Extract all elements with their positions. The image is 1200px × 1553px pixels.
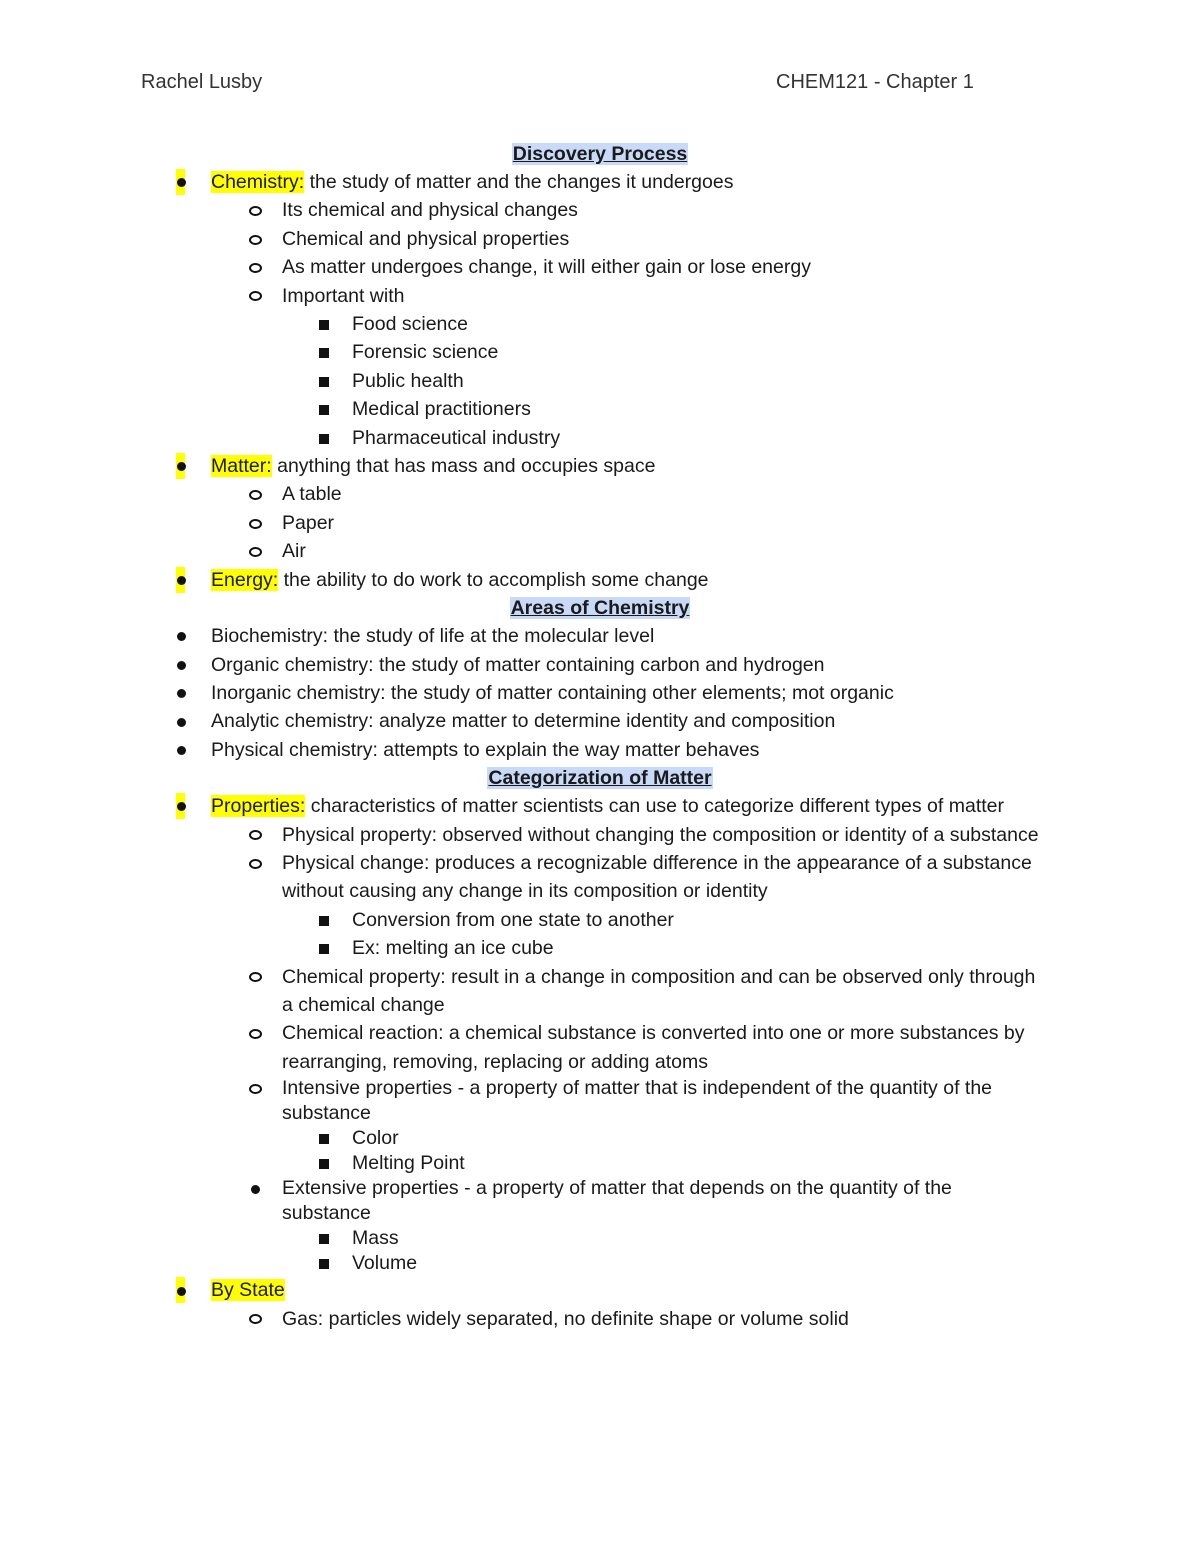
term-properties: Properties: — [211, 795, 306, 818]
list-item: Analytic chemistry: analyze matter to determine identity and composition — [0, 707, 1200, 735]
bullet-dot-icon — [177, 689, 186, 698]
list-item: Pharmaceutical industry — [0, 424, 1200, 452]
list-item-matter: Matter: anything that has mass and occupies space — [0, 452, 1200, 480]
bullet-ring-icon — [249, 490, 262, 500]
list-item: Mass — [0, 1226, 1200, 1251]
discovery-list — [0, 168, 1200, 594]
list-item: Public health — [0, 367, 1200, 395]
bullet-square-icon — [319, 1134, 329, 1144]
bullet-dot-icon — [177, 661, 186, 670]
list-item-by-state — [0, 1276, 1200, 1304]
list-item-chemistry: Chemistry: the study of matter and the changes it undergoes — [0, 168, 1200, 196]
list-item: Important with — [0, 282, 1200, 310]
bullet-ring-icon — [249, 206, 262, 216]
list-item: Gas: particles widely separated, no definite shape or volume solid — [0, 1305, 1200, 1333]
document-body — [0, 140, 1200, 1333]
list-item: Its chemical and physical changes — [0, 196, 1200, 224]
bullet-square-icon — [319, 1159, 329, 1169]
heading-discovery-process: Discovery Process — [512, 143, 688, 165]
bullet-dot-icon — [251, 1185, 260, 1194]
list-item: Physical chemistry: attempts to explain the way matter behaves — [0, 736, 1200, 764]
bullet-square-icon — [319, 320, 329, 330]
bullet-ring-icon — [249, 519, 262, 529]
list-item: Inorganic chemistry: the study of matter containing other elements; mot organic — [0, 679, 1200, 707]
list-item: Extensive properties - a property of matter that depends on the quantity of the substance — [0, 1176, 1200, 1226]
bullet-dot-icon — [177, 746, 186, 755]
list-item: Air — [0, 537, 1200, 565]
list-item: A table — [0, 480, 1200, 508]
bullet-square-icon — [319, 916, 329, 926]
list-item: Chemical property: result in a change in composition and can be observed only through a chemical change — [0, 963, 1200, 1020]
list-item: Chemical reaction: a chemical substance is converted into one or more substances by rearranging, removing, replacing or adding atoms — [0, 1019, 1200, 1076]
bullet-ring-icon — [249, 291, 262, 301]
list-item: As matter undergoes change, it will either gain or lose energy — [0, 253, 1200, 281]
header-course: CHEM121 - Chapter 1 — [776, 71, 974, 93]
bullet-dot-icon — [177, 178, 186, 187]
list-item: Organic chemistry: the study of matter containing carbon and hydrogen — [0, 651, 1200, 679]
header-author: Rachel Lusby — [141, 71, 263, 93]
list-item: Volume — [0, 1251, 1200, 1276]
term-chemistry: Chemistry: — [211, 171, 305, 193]
bullet-dot-icon — [177, 1287, 186, 1296]
list-item: Color — [0, 1126, 1200, 1151]
list-item: Biochemistry: the study of life at the molecular level — [0, 622, 1200, 650]
list-item-properties: Properties: characteristics of matter scientists can use to categorize different types of matter — [0, 792, 1200, 820]
list-item: Intensive properties - a property of matter that is independent of the quantity of the substance — [0, 1076, 1200, 1126]
list-item: Conversion from one state to another — [0, 906, 1200, 934]
list-item: Physical change: produces a recognizable difference in the appearance of a substance without causing any change in its composition or identity — [0, 849, 1200, 906]
bullet-ring-icon — [249, 547, 262, 557]
list-item: Physical property: observed without changing the composition or identity of a substance — [0, 821, 1200, 849]
bullet-square-icon — [319, 944, 329, 954]
list-item: Chemical and physical properties — [0, 225, 1200, 253]
bullet-ring-icon — [249, 972, 262, 982]
bullet-dot-icon — [177, 802, 186, 811]
bullet-ring-icon — [249, 830, 262, 840]
heading-categorization-of-matter: Categorization of Matter — [488, 767, 712, 790]
bullet-ring-icon — [249, 1314, 262, 1324]
list-item: Food science — [0, 310, 1200, 338]
bullet-square-icon — [319, 434, 329, 444]
areas-list — [0, 622, 1200, 764]
bullet-dot-icon — [177, 718, 186, 727]
bullet-dot-icon — [177, 632, 186, 641]
list-item: Medical practitioners — [0, 395, 1200, 423]
list-item: Forensic science — [0, 338, 1200, 366]
term-matter: Matter: — [211, 455, 272, 478]
bullet-ring-icon — [249, 1084, 262, 1094]
term-by-state: By State — [211, 1279, 285, 1302]
term-energy: Energy: — [211, 568, 279, 591]
bullet-ring-icon — [249, 1029, 262, 1039]
bullet-square-icon — [319, 348, 329, 358]
bullet-square-icon — [319, 1259, 329, 1269]
bullet-dot-icon — [177, 462, 186, 471]
list-item-energy: Energy: the ability to do work to accomplish some change — [0, 566, 1200, 594]
bullet-ring-icon — [249, 263, 262, 273]
list-item: Melting Point — [0, 1151, 1200, 1176]
bullet-ring-icon — [249, 859, 262, 869]
list-item: Ex: melting an ice cube — [0, 934, 1200, 962]
bullet-square-icon — [319, 1234, 329, 1244]
bullet-square-icon — [319, 377, 329, 387]
bullet-square-icon — [319, 405, 329, 415]
list-item: Paper — [0, 509, 1200, 537]
bullet-ring-icon — [249, 235, 262, 245]
heading-areas-of-chemistry: Areas of Chemistry — [510, 597, 690, 620]
bullet-dot-icon — [177, 576, 186, 585]
categorization-list — [0, 792, 1200, 1333]
